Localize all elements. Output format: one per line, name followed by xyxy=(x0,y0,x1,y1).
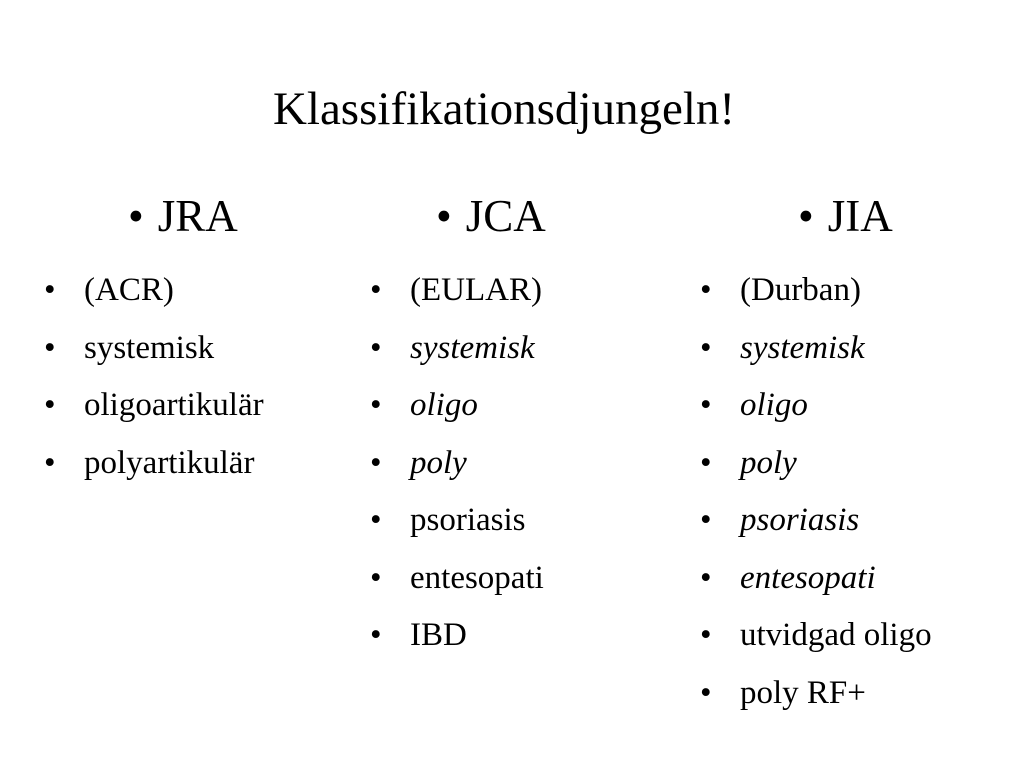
bullet-icon: • xyxy=(44,387,56,423)
bullet-icon: • xyxy=(44,272,56,308)
list-item-text: oligoartikulär xyxy=(84,387,264,423)
list-item-text: entesopati xyxy=(410,559,544,596)
list-item xyxy=(44,262,264,320)
list-item-text: (EULAR) xyxy=(410,272,542,308)
list-item-text: polyartikulär xyxy=(84,444,255,481)
list-item-text: poly xyxy=(410,444,467,481)
column-heading-jia xyxy=(798,186,893,246)
list-item xyxy=(370,435,544,493)
list-item-text: utvidgad oligo xyxy=(740,617,932,653)
item-list-jia xyxy=(700,262,932,722)
list-item xyxy=(700,665,932,723)
column-heading-text: JCA xyxy=(465,191,546,241)
list-item-text: oligo xyxy=(410,387,478,423)
bullet-icon: • xyxy=(700,272,712,308)
list-item-text: poly RF+ xyxy=(740,674,866,711)
bullet-icon: • xyxy=(370,272,382,308)
list-item xyxy=(700,262,932,320)
bullet-icon: • xyxy=(44,444,56,481)
list-item-text: poly xyxy=(740,444,797,481)
bullet-icon: • xyxy=(44,329,56,366)
list-item xyxy=(370,377,544,435)
list-item-text: systemisk xyxy=(740,329,865,366)
list-item xyxy=(700,607,932,665)
list-item-text: IBD xyxy=(410,617,467,653)
list-item xyxy=(44,320,264,378)
list-item xyxy=(700,435,932,493)
slide-title: Klassifikationsdjungeln! xyxy=(272,83,736,135)
item-list-jra xyxy=(44,262,264,492)
bullet-icon: • xyxy=(370,329,382,366)
bullet-icon: • xyxy=(700,329,712,366)
bullet-icon: • xyxy=(700,387,712,423)
bullet-icon: • xyxy=(370,502,382,538)
list-item xyxy=(44,377,264,435)
bullet-icon: • xyxy=(700,559,712,596)
list-item-text: entesopati xyxy=(740,559,876,596)
bullet-icon: • xyxy=(436,191,452,241)
list-item xyxy=(370,320,544,378)
column-heading-text: JIA xyxy=(827,191,893,241)
bullet-icon: • xyxy=(370,444,382,481)
list-item xyxy=(44,435,264,493)
list-item xyxy=(370,550,544,608)
list-item xyxy=(700,550,932,608)
bullet-icon: • xyxy=(798,191,814,241)
bullet-icon: • xyxy=(370,617,382,653)
bullet-icon: • xyxy=(700,502,712,538)
list-item-text: systemisk xyxy=(410,329,535,366)
bullet-icon: • xyxy=(370,559,382,596)
list-item xyxy=(700,492,932,550)
list-item xyxy=(370,262,544,320)
bullet-icon: • xyxy=(370,387,382,423)
list-item-text: psoriasis xyxy=(410,502,526,538)
list-item xyxy=(700,320,932,378)
list-item-text: oligo xyxy=(740,387,808,423)
list-item xyxy=(370,607,544,665)
list-item xyxy=(370,492,544,550)
column-heading-jra xyxy=(128,186,238,246)
bullet-icon: • xyxy=(700,444,712,481)
column-heading-text: JRA xyxy=(157,191,238,241)
list-item-text: (ACR) xyxy=(84,272,174,308)
column-heading-jca xyxy=(436,186,546,246)
bullet-icon: • xyxy=(700,674,712,711)
list-item-text: systemisk xyxy=(84,329,215,366)
bullet-icon: • xyxy=(700,617,712,653)
list-item xyxy=(700,377,932,435)
bullet-icon: • xyxy=(128,191,144,241)
list-item-text: psoriasis xyxy=(740,502,860,538)
item-list-jca xyxy=(370,262,544,665)
list-item-text: (Durban) xyxy=(740,272,861,308)
